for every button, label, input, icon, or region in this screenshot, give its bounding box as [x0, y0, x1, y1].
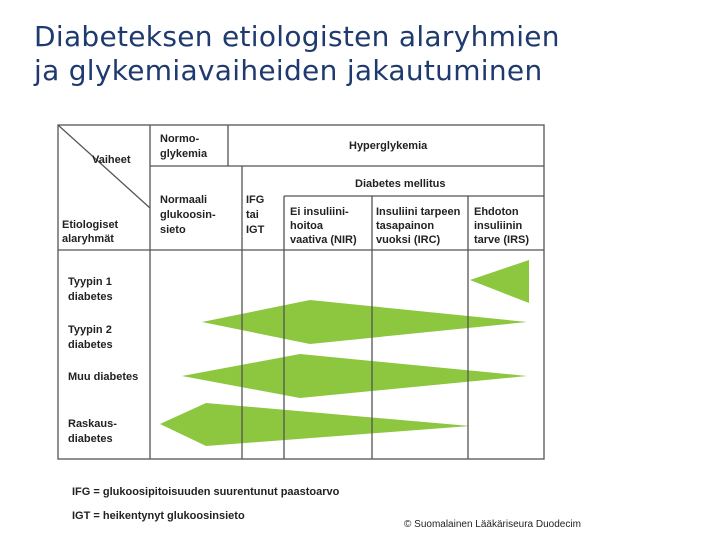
header-irc-1: Insuliini tarpeen [376, 206, 461, 218]
header-ifg: IFG [246, 194, 265, 206]
shape-type1-diabetes [470, 260, 529, 303]
row-label-type1-2: diabetes [68, 291, 113, 303]
header-irs-2: insuliinin [474, 220, 523, 232]
header-hyperglykemia: Hyperglykemia [349, 140, 428, 152]
row-label-gestational-1: Raskaus- [68, 418, 117, 430]
corner-label-alaryhmat: alaryhmät [62, 233, 114, 245]
table-border [58, 125, 544, 459]
shape-other-diabetes [182, 354, 527, 398]
row-label-type1-1: Tyypin 1 [68, 276, 112, 288]
row-label-other: Muu diabetes [68, 371, 139, 383]
legend-igt: IGT = heikentynyt glukoosinsieto [72, 510, 245, 522]
header-normaali-3: sieto [160, 224, 186, 236]
row-label-gestational-2: diabetes [68, 433, 113, 445]
distribution-shapes [160, 260, 529, 446]
header-normoglykemia-2: glykemia [160, 148, 208, 160]
header-irs-3: tarve (IRS) [474, 234, 530, 246]
header-igt: IGT [246, 224, 265, 236]
header-irc-2: tasapainon [376, 220, 435, 232]
header-normaali-1: Normaali [160, 194, 208, 206]
header-normoglykemia-1: Normo- [160, 133, 200, 145]
title-line-2: ja glykemiavaiheiden jakautuminen [34, 54, 543, 87]
header-normaali-2: glukoosin- [160, 209, 216, 221]
header-nir-3: vaativa (NIR) [290, 234, 357, 246]
header-irs-1: Ehdoton [474, 206, 519, 218]
header-nir-2: hoitoa [290, 220, 323, 232]
shape-type2-diabetes [202, 300, 527, 344]
corner-label-etiologiset: Etiologiset [62, 219, 119, 231]
corner-diagonal [58, 125, 150, 208]
shape-gestational-diabetes [160, 403, 470, 446]
table-grid [58, 125, 544, 459]
title-line-1: Diabeteksen etiologisten alaryhmien [34, 20, 560, 53]
copyright-text: © Suomalainen Lääkäriseura Duodecim [404, 519, 581, 530]
row-label-type2-2: diabetes [68, 339, 113, 351]
corner-label-vaiheet: Vaiheet [92, 154, 131, 166]
header-nir-1: Ei insuliini- [290, 206, 349, 218]
legend-ifg: IFG = glukoosipitoisuuden suurentunut paastoarvo [72, 486, 340, 498]
header-irc-3: vuoksi (IRC) [376, 234, 441, 246]
row-label-type2-1: Tyypin 2 [68, 324, 112, 336]
header-tai: tai [246, 209, 259, 221]
header-diabetes-mellitus: Diabetes mellitus [355, 178, 446, 190]
